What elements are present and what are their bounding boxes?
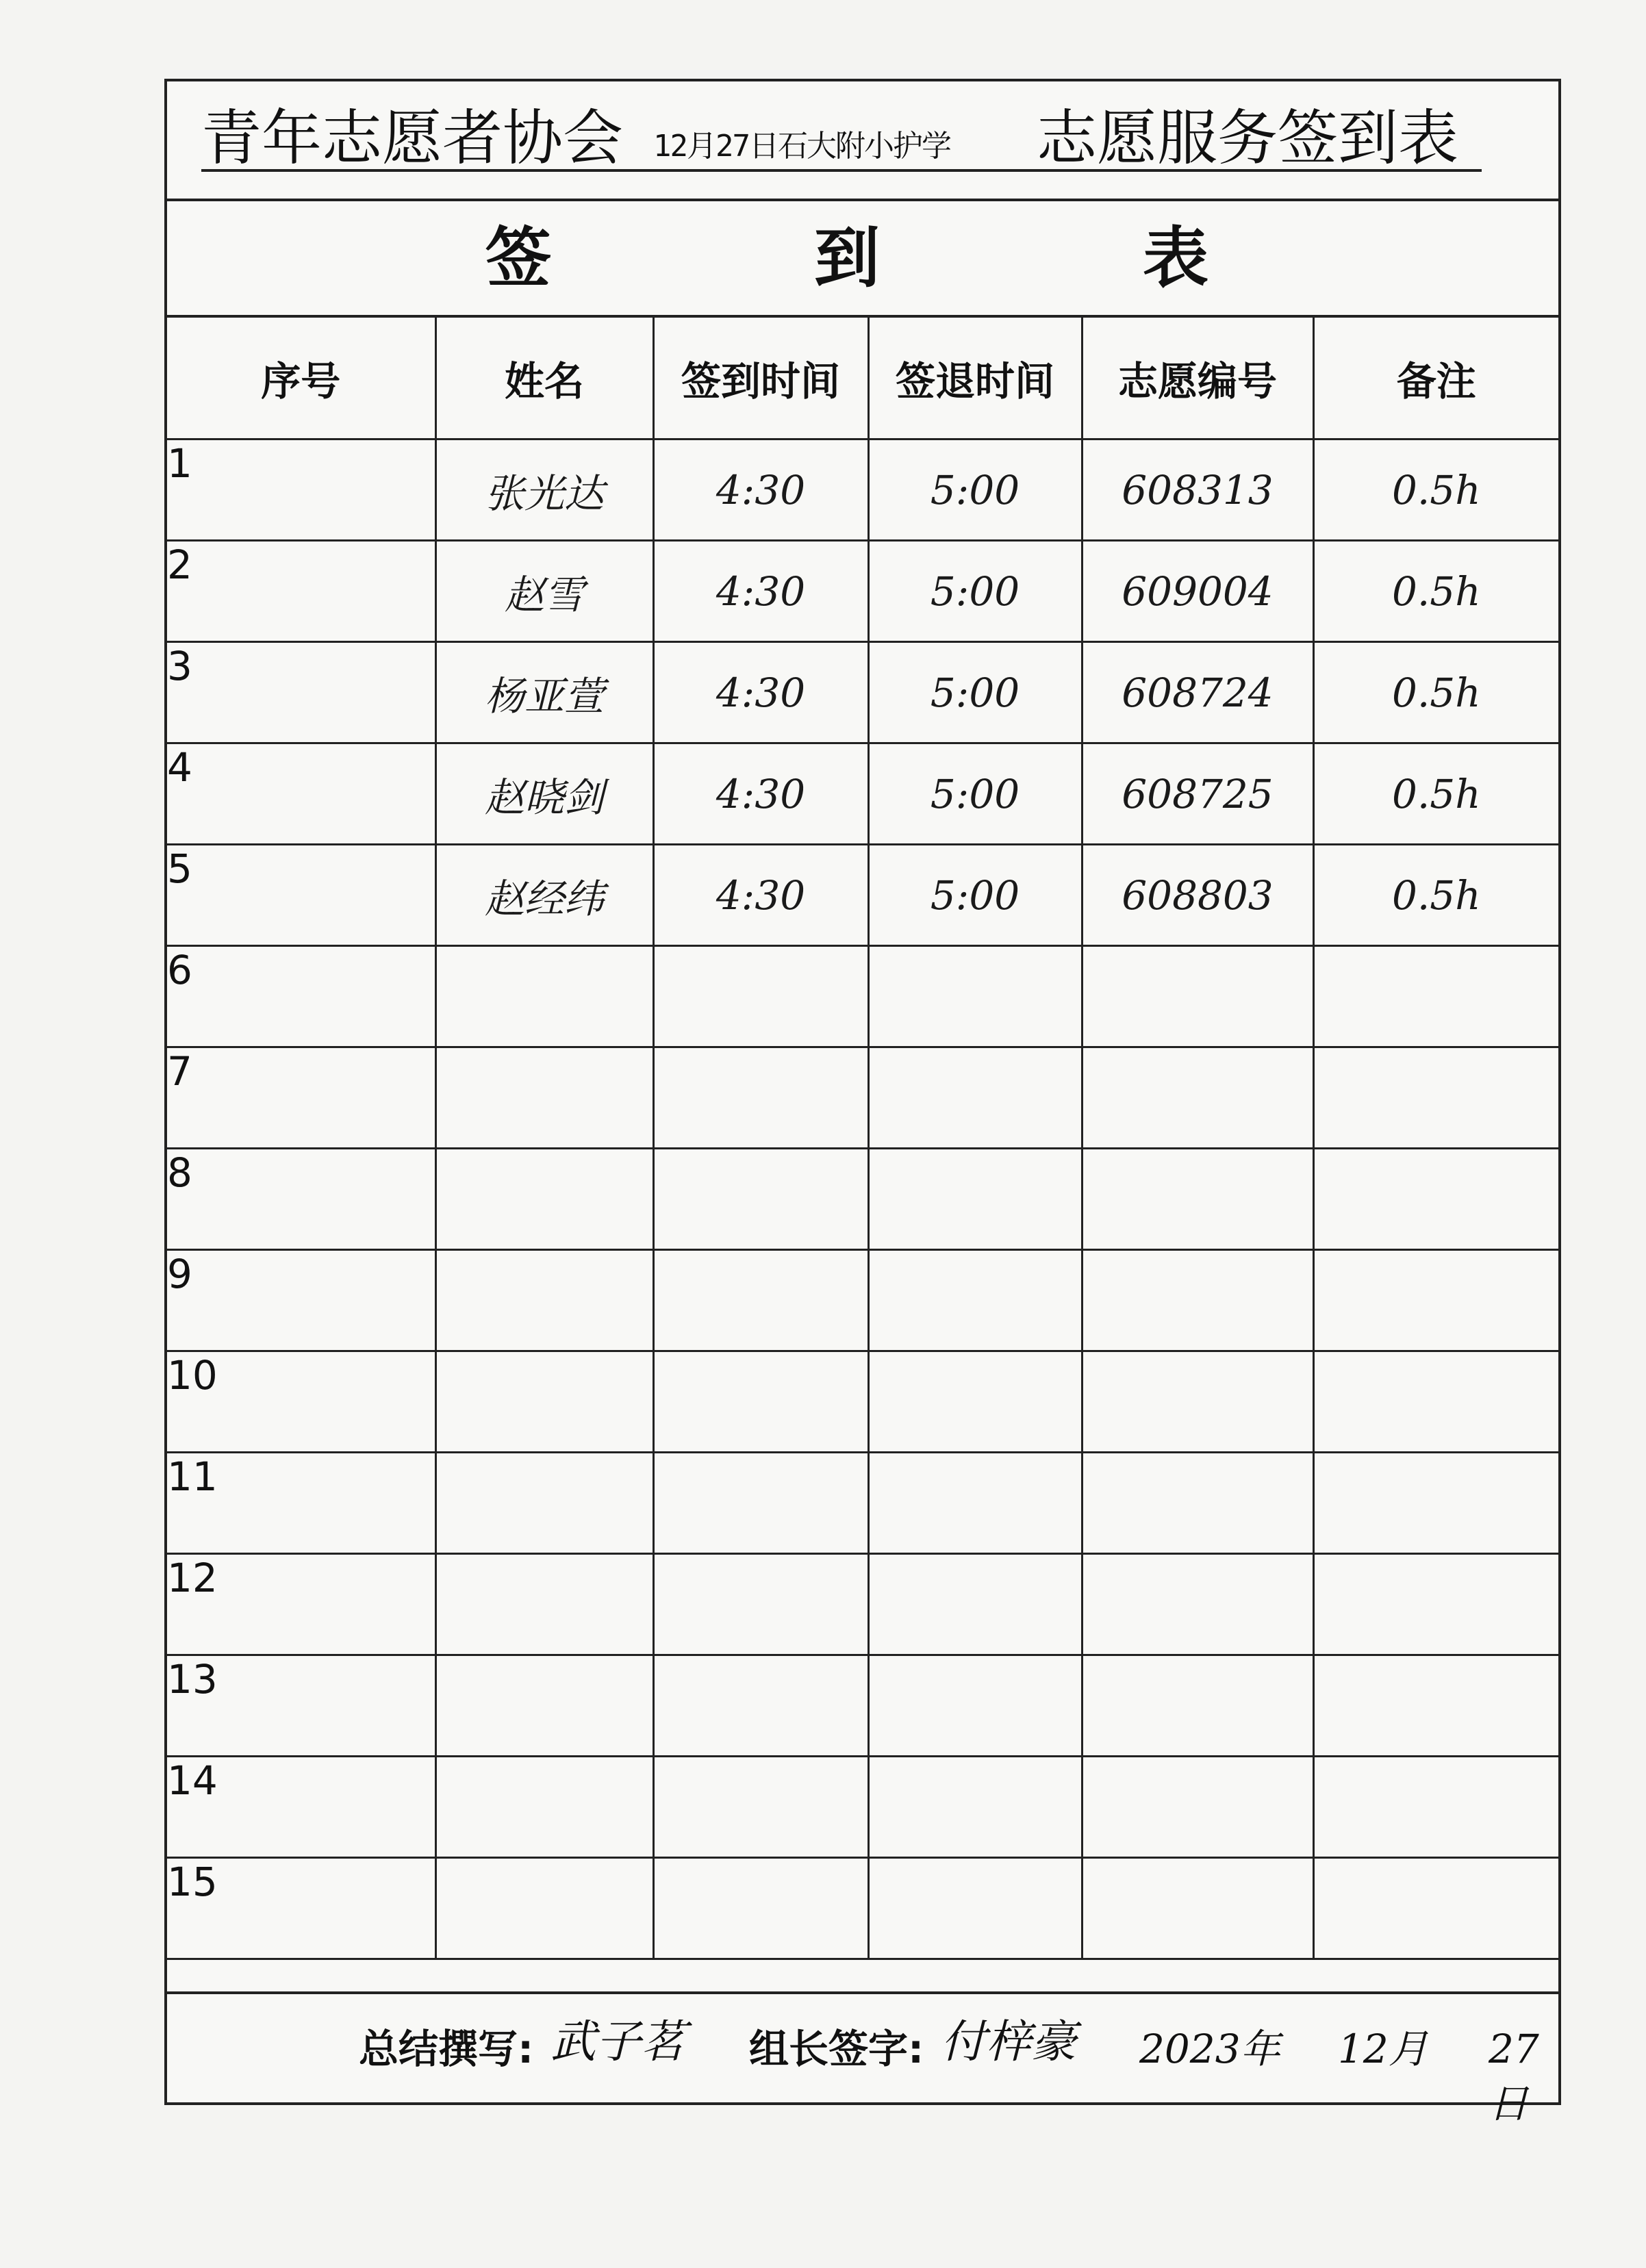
volunteer-name-cell: 张光达 — [435, 439, 653, 541]
volunteer-id-cell — [1082, 1554, 1313, 1655]
volunteer-id-cell: 609004 — [1082, 541, 1313, 642]
sign-in-time-cell — [653, 1351, 868, 1453]
table-row — [167, 1047, 1558, 1149]
title-underline — [201, 169, 1482, 172]
remarks-cell: 0.5h — [1313, 743, 1558, 845]
sign-out-time-cell — [868, 1453, 1082, 1554]
table-row — [167, 439, 1558, 541]
row-number-cell: 10 — [167, 1351, 435, 1453]
volunteer-id-cell — [1082, 1453, 1313, 1554]
row-number-cell: 15 — [167, 1858, 435, 1959]
table-row — [167, 1453, 1558, 1554]
col-header-remarks: 备注 — [1313, 318, 1558, 439]
volunteer-id-cell: 608724 — [1082, 642, 1313, 743]
row-number-cell: 3 — [167, 642, 435, 743]
date-year: 2023年 — [1139, 2026, 1280, 2072]
volunteer-name-cell — [435, 1655, 653, 1757]
volunteer-name-cell: 杨亚萱 — [435, 642, 653, 743]
sign-in-time-cell: 4:30 — [653, 642, 868, 743]
remarks-cell — [1313, 946, 1558, 1047]
sign-in-time-cell — [653, 946, 868, 1047]
remarks-cell: 0.5h — [1313, 642, 1558, 743]
row-number-cell: 4 — [167, 743, 435, 845]
date-month: 12月 — [1338, 2026, 1428, 2072]
row-number-cell: 1 — [167, 439, 435, 541]
sign-in-sheet — [164, 79, 1561, 2127]
sign-out-time-cell: 5:00 — [868, 743, 1082, 845]
sign-out-time-cell — [868, 946, 1082, 1047]
volunteer-name-cell — [435, 1453, 653, 1554]
remarks-cell — [1313, 1250, 1558, 1351]
leader-label: 组长签字: — [749, 2026, 924, 2072]
table-row — [167, 743, 1558, 845]
table-header-row — [167, 318, 1558, 439]
sign-in-time-cell — [653, 1149, 868, 1250]
table-row — [167, 1757, 1558, 1858]
remarks-cell — [1313, 1554, 1558, 1655]
col-header-volunteer-id: 志愿编号 — [1082, 318, 1313, 439]
volunteer-id-cell — [1082, 1250, 1313, 1351]
sign-in-time-cell — [653, 1453, 868, 1554]
volunteer-id-cell — [1082, 1047, 1313, 1149]
sign-in-time-cell — [653, 1047, 868, 1149]
writer-label: 总结撰写: — [359, 2026, 534, 2072]
volunteer-name-cell: 赵晓剑 — [435, 743, 653, 845]
table-row — [167, 1250, 1558, 1351]
volunteer-name-cell — [435, 946, 653, 1047]
sign-out-time-cell — [868, 1858, 1082, 1959]
sign-out-time-cell: 5:00 — [868, 541, 1082, 642]
remarks-cell — [1313, 1655, 1558, 1757]
title-row — [167, 81, 1558, 201]
col-header-number: 序号 — [167, 318, 435, 439]
sign-in-time-cell — [653, 1858, 868, 1959]
remarks-cell — [1313, 1047, 1558, 1149]
volunteer-name-cell — [435, 1858, 653, 1959]
row-number-cell: 13 — [167, 1655, 435, 1757]
volunteer-name-cell — [435, 1149, 653, 1250]
heading-char-2: 到 — [814, 220, 880, 296]
footer-row — [167, 1991, 1558, 2127]
row-number-cell: 5 — [167, 845, 435, 946]
row-number-cell: 7 — [167, 1047, 435, 1149]
volunteer-id-cell — [1082, 1149, 1313, 1250]
leader-signature: 付梓豪 — [941, 2015, 1076, 2068]
row-number-cell: 8 — [167, 1149, 435, 1250]
row-number-cell: 12 — [167, 1554, 435, 1655]
table-row — [167, 1655, 1558, 1757]
sign-in-time-cell — [653, 1250, 868, 1351]
sign-in-time-cell: 4:30 — [653, 541, 868, 642]
org-title: 青年志愿者协会 — [201, 103, 624, 173]
sign-in-time-cell: 4:30 — [653, 743, 868, 845]
volunteer-name-cell — [435, 1351, 653, 1453]
volunteer-id-cell — [1082, 1655, 1313, 1757]
heading-char-3: 表 — [1143, 220, 1208, 296]
row-number-cell: 14 — [167, 1757, 435, 1858]
sign-in-table — [167, 318, 1558, 1960]
volunteer-name-cell — [435, 1047, 653, 1149]
sign-out-time-cell: 5:00 — [868, 845, 1082, 946]
remarks-cell — [1313, 1351, 1558, 1453]
date-day: 27日 — [1489, 2026, 1539, 2127]
sign-out-time-cell — [868, 1757, 1082, 1858]
sign-out-time-cell — [868, 1351, 1082, 1453]
remarks-cell: 0.5h — [1313, 541, 1558, 642]
volunteer-name-cell — [435, 1250, 653, 1351]
remarks-cell — [1313, 1453, 1558, 1554]
row-number-cell: 6 — [167, 946, 435, 1047]
table-row — [167, 1554, 1558, 1655]
sign-out-time-cell — [868, 1250, 1082, 1351]
heading-char-1: 签 — [485, 220, 551, 296]
table-row — [167, 642, 1558, 743]
sign-in-time-cell — [653, 1757, 868, 1858]
volunteer-id-cell — [1082, 1757, 1313, 1858]
volunteer-id-cell: 608313 — [1082, 439, 1313, 541]
handwritten-event-note: 12月27日石大附小护学 — [653, 129, 950, 164]
sign-out-time-cell — [868, 1149, 1082, 1250]
row-number-cell: 11 — [167, 1453, 435, 1554]
table-row — [167, 845, 1558, 946]
remarks-cell: 0.5h — [1313, 845, 1558, 946]
sign-in-time-cell — [653, 1655, 868, 1757]
volunteer-name-cell: 赵雪 — [435, 541, 653, 642]
volunteer-id-cell — [1082, 946, 1313, 1047]
volunteer-name-cell: 赵经纬 — [435, 845, 653, 946]
volunteer-id-cell — [1082, 1858, 1313, 1959]
table-row — [167, 946, 1558, 1047]
volunteer-name-cell — [435, 1757, 653, 1858]
sign-in-time-cell: 4:30 — [653, 439, 868, 541]
sign-out-time-cell: 5:00 — [868, 439, 1082, 541]
row-number-cell: 2 — [167, 541, 435, 642]
table-row — [167, 541, 1558, 642]
volunteer-name-cell — [435, 1554, 653, 1655]
form-title: 志愿服务签到表 — [1037, 103, 1459, 173]
heading-row — [167, 201, 1558, 318]
remarks-cell: 0.5h — [1313, 439, 1558, 541]
writer-signature: 武子茗 — [550, 2015, 686, 2068]
sign-in-time-cell: 4:30 — [653, 845, 868, 946]
col-header-sign-in-time: 签到时间 — [653, 318, 868, 439]
sign-out-time-cell — [868, 1655, 1082, 1757]
remarks-cell — [1313, 1757, 1558, 1858]
sign-out-time-cell — [868, 1554, 1082, 1655]
remarks-cell — [1313, 1149, 1558, 1250]
sign-out-time-cell: 5:00 — [868, 642, 1082, 743]
row-number-cell: 9 — [167, 1250, 435, 1351]
table-row — [167, 1149, 1558, 1250]
volunteer-id-cell: 608803 — [1082, 845, 1313, 946]
table-row — [167, 1858, 1558, 1959]
table-row — [167, 1351, 1558, 1453]
volunteer-id-cell — [1082, 1351, 1313, 1453]
sign-out-time-cell — [868, 1047, 1082, 1149]
remarks-cell — [1313, 1858, 1558, 1959]
volunteer-id-cell: 608725 — [1082, 743, 1313, 845]
col-header-sign-out-time: 签退时间 — [868, 318, 1082, 439]
sign-in-time-cell — [653, 1554, 868, 1655]
col-header-name: 姓名 — [435, 318, 653, 439]
